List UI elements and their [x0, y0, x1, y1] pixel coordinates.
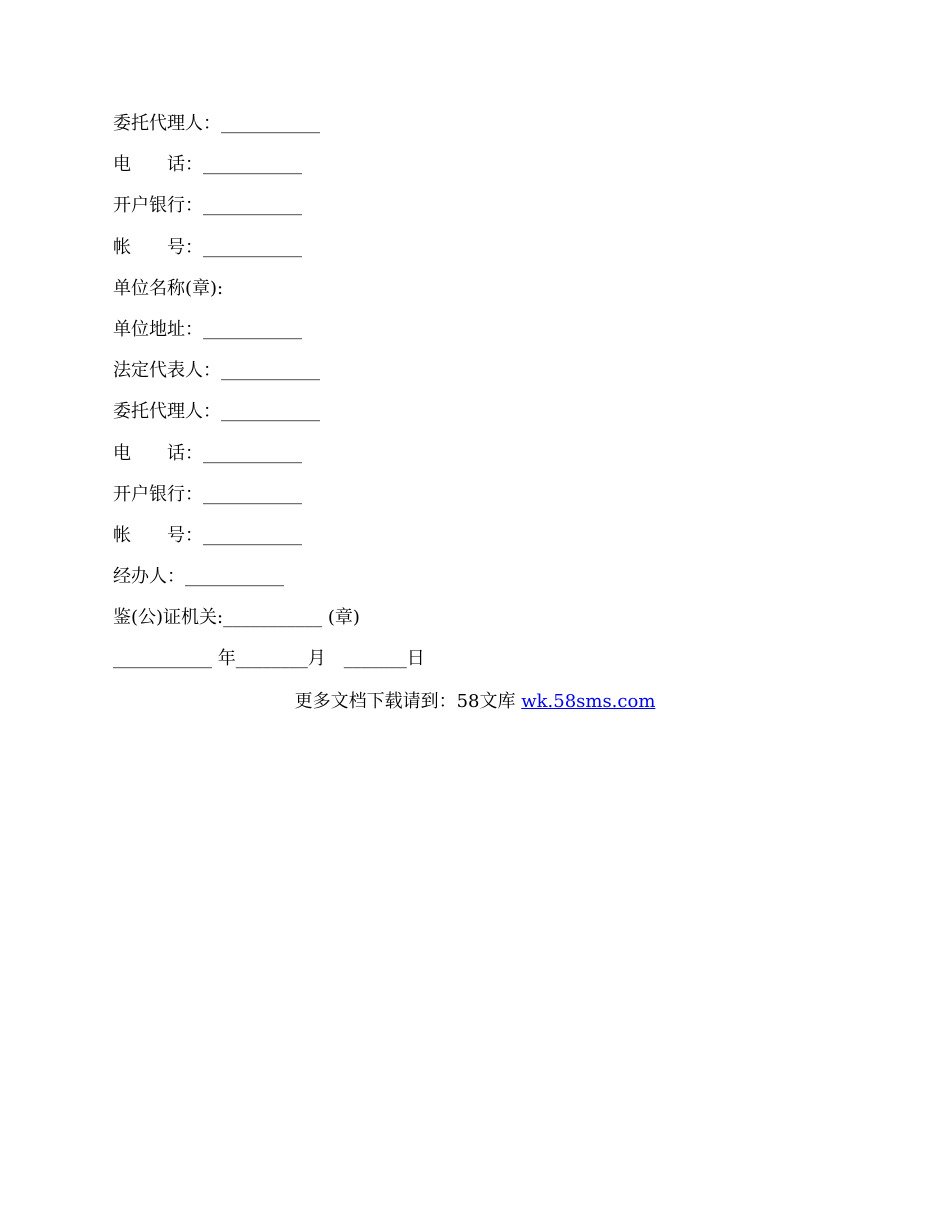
date-line: ___________ 年________月 _______日	[113, 648, 425, 670]
account-line: 帐 号：___________	[113, 236, 302, 258]
footer	[0, 690, 950, 714]
bank-line: 开户银行：___________	[113, 195, 302, 217]
footer-link[interactable]: wk.58sms.com	[521, 691, 656, 712]
company-name-line: 单位名称(章):	[113, 277, 224, 299]
entrusted-agent-line: 委托代理人：___________	[113, 113, 320, 134]
bank-line-2: 开户银行：___________	[113, 483, 302, 505]
phone-line-2: 电 话：___________	[113, 442, 302, 464]
company-address-line: 单位地址：___________	[113, 318, 302, 340]
entrusted-agent-line-2: 委托代理人：___________	[113, 401, 320, 423]
signature-block	[113, 112, 843, 689]
account-line-2: 帐 号：___________	[113, 524, 302, 546]
legal-representative-line: 法定代表人：___________	[113, 360, 320, 382]
phone-line: 电 话：___________	[113, 154, 302, 176]
handler-line: 经办人：___________	[113, 566, 284, 588]
footer-text: 更多文档下载请到：58文库	[294, 691, 522, 712]
notary-authority-line: 鉴(公)证机关:___________ (章)	[113, 607, 360, 629]
